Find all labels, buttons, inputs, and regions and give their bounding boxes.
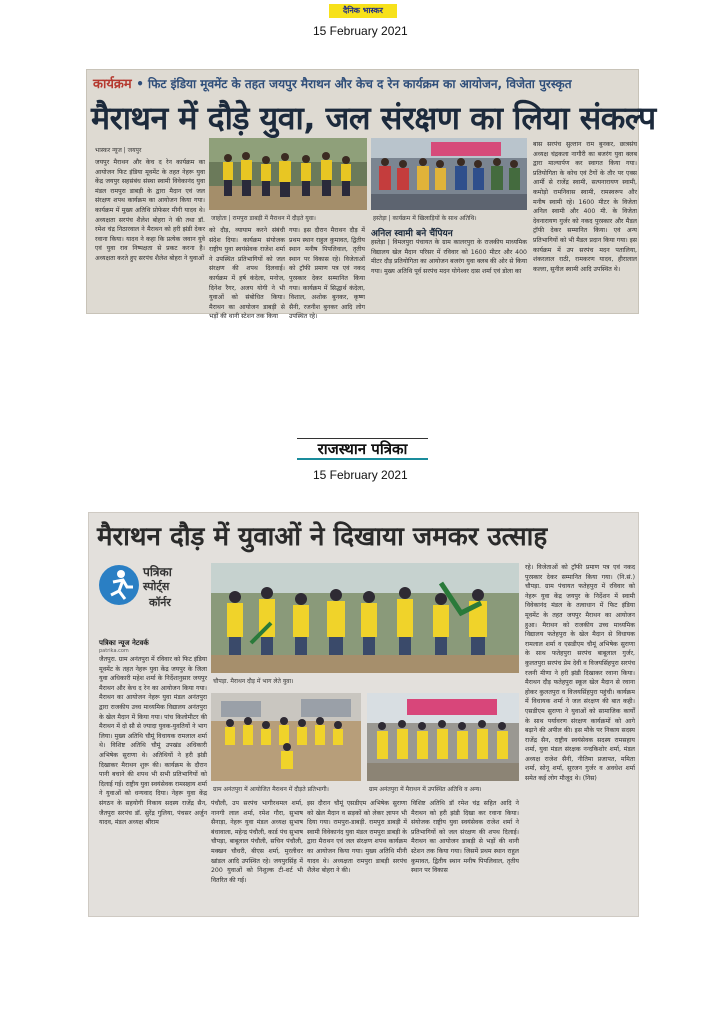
clip2-headline: मैराथन दौड़ में युवाओं ने दिखाया जमकर उत्साह <box>97 522 548 552</box>
dainik-bhaskar-logo: दैनिक भास्कर <box>329 4 397 18</box>
rajasthan-patrika-clipping <box>88 512 639 917</box>
badge-line-2: स्पोर्ट्स <box>143 580 170 593</box>
clip2-column-1: जैतपुरा. ग्राम अनंतपुरा में रविवार को फिट इंडिया मूवमेंट के तहत नेहरू युवा केंद्र जयपुर के जिला युवा अधिकारी महेश शर्मा के निर्देशानुसार जयपुर मैराथन और केच द रेन का आयोजन किया गया। मैराथन का आयोजन नेहरू युवा मंडल अनंतपुरा द्वारा राजकीय उच्च माध्यमिक विद्यालय अनंतपुरा के खेल मैदान में किया गया। पांच किलोमीटर की मैराथन में दो सौ से ज्यादा युवक-युवतियों ने भाग लिया। मुख्य अतिथि चौमूं विधायक रामलाल शर्मा थे। विशिष्ट अतिथि चौमूं उपखंड अधिकारी अभिषेक सुराणा थे। अतिथियों ने हरी झंडी दिखाकर मैराथन शुरू की। कार्यक्रम के दौरान पानी बचाने की शपथ भी सभी प्रतिभागियों को दिलाई गई। राष्ट्रीय युवा स्वयंसेवक रामसहाय शर्मा ने युवाओं को धन्यवाद दिया। नेहरू युवा केंद्र संगठन के सहयोगी निकाय सदस्य राजेंद्र सैन, जैतपुरा सरपंच डॉ. सुरेंद्र गुलिया, पंचसर अर्जुन यादव, मंडल अध्यक्ष श्रीराम <box>99 656 207 827</box>
clip2-photo-runners <box>211 563 519 673</box>
clip2-date: 15 February 2021 <box>313 468 408 482</box>
clip1-column-2: को दौड़, व्यायाम करने संबंधी संदेश दिया। कार्यक्रम संयोजक राष्ट्रीय युवा स्वयंसेवक राजेश शर्मा ने उपस्थित प्रतिभागियों को जल संरक्षण की शपथ दिलवाई। कार्यक्रम में हर्ष कंदेला, मनोज, दिनेश रैगर, अजय योगी ने भी युवाओं को संबोधित किया। मैराथन का आयोजन डाबड़ी से भड़ों की थानी स्टेशन तक किया <box>209 227 285 321</box>
clip1-photo-guests <box>371 138 527 210</box>
clip1-column-1: जयपुर मैराथन और केच द रेन कार्यक्रम का आयोजन फिट इंडिया मूवमेंट के तहत नेहरू युवा केंद्र जयपुर सहसंबंध संस्था स्वामी विवेकानंद युवा मंडल रामपुरा डाबड़ी के द्वारा मैदान एवं जल संरक्षण शपथ कार्यक्रम का आयोजन किया गया। कार्यक्रम में मुख्य अतिथि प्रोफेसर मीनी यादव थे। अध्यक्षता सरपंच शैलेश बोहरा ने की तथा डॉ. रमेश चंद्र निठारवाल ने मैराथन को हरी झंडी देकर रवाना किया। यादव ने कहा कि प्रत्येक जवान युवे एवं युवा राव निष्पक्षता से प्रकट करना है। अध्यक्षता करते हुए सरपंच शैलेश बोहरा ने युवाओं <box>95 159 205 262</box>
clip2-photo-guests <box>367 693 519 781</box>
clip2-column-2: पंचौली, उप सरपंच भागीरथमल शर्मा, नानगी लाल शर्मा, रमेश गौरा, सुभाष सैनाड़ा, नेहरू युवा मंडल अध्यक्ष सुभाष बंधावाला, महेन्द्र पंचौली, कार्ड पंच सुभाष चौपड़ा, बाबूलाल पंचौली, सचिन पंचौली, मक्खन चौधरी, बीएस शर्मा, मुरलीधर खांडल आदि उपस्थित रहे। जयपुरसिंह में 200 युवाओं को निशुल्क टी-शर्ट भी वितरित की गई। <box>211 800 303 884</box>
clip1-kicker-tail: • फिट इंडिया मूवमेंट के तहत जयपुर मैराथन और केच द रेन कार्यक्रम का आयोजन, विजेता पुरस्कृत <box>136 77 572 91</box>
clip1-headline: मैराथन में दौड़े युवा, जल संरक्षण का लिया संकल्प <box>91 99 656 137</box>
clip2-column-3: इस दौरान चौमूं एसडीएम अभिषेक सुराणा को खेल मैदान व सड़कों को लेकर ज्ञापन भी दिया गया। रामपुरा-डाबड़ी. रामपुरा डाबड़ी में स्वामी विवेकानंद युवा मंडल रामपुरा डाबड़ी के द्वारा मैराथन एवं जल संरक्षण शपथ कार्यक्रम का आयोजन किया गया। मुख्य अतिथि मीनी यादव थे। अध्यक्षता रामपुरा डाबड़ी सरपंच शैलेश बोहरा ने की। <box>307 800 407 875</box>
runner-icon <box>99 565 139 605</box>
sports-corner-badge <box>97 559 207 631</box>
badge-line-3: कॉर्नर <box>149 596 171 609</box>
badge-line-1: पत्रिका <box>143 565 172 579</box>
clip1-date: 15 February 2021 <box>313 24 408 38</box>
clip1-column-4: हस्तेड़ा | विमलपुरा पंचायत के ग्राम कालरपुरा के राजकीय माध्यमिक विद्यालय खेल मैदान परिसर में रविवार को 1600 मीटर और 400 मीटर दौड़ प्रतियोगिता का आयोजन बजरंग युवा क्लब की ओर से किया गया। मुख्य अतिथि पूर्व सरपंच मदन योगेश्वर दास शर्मा एवं डोला का <box>371 239 527 275</box>
clip1-column-3: गया। इस दौरान मैराथन दौड़ में प्रथम स्थान राहुल कुमावत, द्वितीय स्थान मनीष पिपलिवाल, तृतीय स्थान पर विकास रहे। विजेताओं को ट्रॉफी प्रमाण पत्र एवं नकद पुरस्कार देकर सम्मानित किया गया। कार्यक्रम में सिद्धार्थ कंदेला, विशाल, अशोक बुनकर, कृष्ण सैनी, रजनीश बुनकर आदि लोग उपस्थित रहे। <box>289 227 365 321</box>
clip1-caption-1: जाहोता | रामपुरा डाबड़ी में मैराथन में दौड़ते युवा। <box>211 215 316 222</box>
clip1-photo-marathon <box>209 138 367 210</box>
clip2-photo-race <box>211 693 361 781</box>
clip2-caption-2: ग्राम अनंतपुरा में आयोजित मैराथन में दौड़ते प्रतिभागी। <box>213 786 329 793</box>
rajasthan-patrika-logo: राजस्थान पत्रिका <box>297 438 428 460</box>
clip1-caption-2: हस्तेड़ा | कार्यक्रम में खिलाड़ियों के साथ अतिथि। <box>373 215 477 222</box>
clip2-column-5: रहे। विजेताओं को ट्रॉफी प्रमाण पत्र एवं नकद पुरस्कार देकर सम्मानित किया गया। (नि.सं.) चौपड़ा. ग्राम पंचायत फतेहपुरा में रविवार को नेहरू युवा केंद्र जयपुर के निर्देशन में स्वामी विवेकानंद मंडल के तत्वाधान में फिट इंडिया मूवमेंट के तहत जयपुर मैराथन का आयोजन हुआ। मैराथन को राजकीय उच्च माध्यमिक विद्यालय फतेहपुरा के खेल मैदान से विधायक रामलाल शर्मा व एसडीएम चौमूं अभिषेक सुराणा के साथ फतेहपुरा सरपंच बाबूलाल गुर्जर, कुलतपुरा सरपंच प्रेम देवी व विजयसिंहपुरा सरपंच रजनी मीणा ने हरी झंडी दिखाकर रवाना किया। मैराथन दौड़ फतेहपुरा स्कूल खेल मैदान से रवाना होकर कुलतपुरा व विजयसिंहपुरा पहुंची। कार्यक्रम में विधायक शर्मा ने जल संरक्षण की बात कही। एसडीएम सुराणा ने युवाओं को सामाजिक कार्यों के साथ पर्यावरण संरक्षण कार्यक्रमों को आगे बढ़ाने की अपील की। इस मौके पर निकाय सदस्य राजेंद्र सैन, राष्ट्रीय स्वयंसेवक सदस्य रामसहाय शर्मा, युवा मंडल संरक्षक नन्दकिशोर शर्मा, मंडल अध्यक्ष राजेश सैनी, नीतिमा प्रजापत, ममिता शर्मा, सोनू शर्मा, सुरजन गुर्जर व अवधेश शर्मा समेत कई लोग मौजूद थे। (निस) <box>525 564 635 783</box>
clip2-caption-1: चौपड़ा. मैराथन दौड़ में भाग लेते युवा। <box>213 678 294 685</box>
clip1-column-5: बास सरपंच सुल्तान राम बुनकर, छात्रसंघ अध्यक्ष चंद्रकला नागौरी का बजरंग युवा क्लब द्वारा माल्यार्पण कर स्वागत किया गया। प्रतियोगिता के कोच एवं टैगों के तौर पर एक्स आर्मी से राजेंद्र स्वामी, सत्यनारायण स्वामी, कमोड़ो रामनिवास स्वामी, रामस्वरूप और मनीष स्वामी रहे। 1600 मीटर के विजेता अनिल स्वामी और 400 मी. के विजेता देवनारायण गुर्जर को नकद पुरस्कार और मैडल ट्रॉफी देकर सम्मानित किया। एवं अन्य प्रतिभागियों को भी मैडल प्रदान किया गया। इस कार्यक्रम में उप सरपंच मदन पतालिया, शंकरलाल राठी, रामकरण यादव, हीरालाल कल्ला, सुनील स्वामी आदि उपस्थित थे। <box>533 141 637 273</box>
clip2-byline-site: patrika.com <box>99 648 129 654</box>
clip2-column-4: विशिष्ट अतिथि डॉ रमेश चंद्र सहित आदि ने मैराथन को हरी झंडी दिखा कर रवाना किया। संयोजक राष्ट्रीय युवा स्वयंसेवक राजेश शर्मा ने प्रतिभागियों को जल संरक्षण की शपथ दिलाई। मैराथन का आयोजन डाबड़ी से भड़ों की थानी स्टेशन तक किया गया। जिसमें प्रथम स्थान राहुल कुमावत, द्वितीय स्थान मनीष पिपलिवाल, तृतीय स्थान पर विकास <box>411 800 519 875</box>
clip2-byline: पत्रिका न्यूज नेटवर्क <box>99 639 149 647</box>
clip2-caption-3: ग्राम अनंतपुरा में मैराथन में उपस्थित अतिथि व अन्य। <box>369 786 482 793</box>
clip1-column-4-heading: अनिल स्वामी बने चैंपियन <box>371 229 453 239</box>
dainik-bhaskar-clipping <box>86 69 656 321</box>
clip1-kicker-label: कार्यक्रम <box>93 77 132 92</box>
clip1-kicker <box>93 74 572 92</box>
clip1-byline: भास्कर न्यूज | जयपुर <box>95 147 142 154</box>
